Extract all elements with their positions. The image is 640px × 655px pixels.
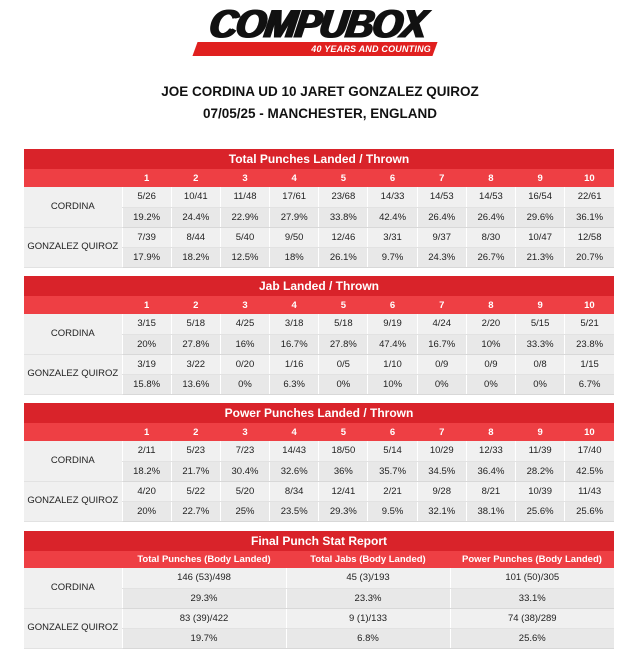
landed-thrown-cell: 3/19 <box>122 354 171 374</box>
percentage-cell: 22.7% <box>171 501 220 521</box>
landed-thrown-cell: 1/16 <box>270 354 319 374</box>
percentage-cell: 26.7% <box>466 247 515 267</box>
percentage-cell: 18% <box>270 247 319 267</box>
landed-thrown-cell: 12/33 <box>466 441 515 461</box>
percentage-cell: 23.5% <box>270 501 319 521</box>
percentage-cell: 0% <box>516 374 565 394</box>
round-header-blank <box>24 423 122 441</box>
landed-thrown-cell: 10/29 <box>417 441 466 461</box>
percentage-cell: 42.5% <box>565 461 614 481</box>
round-header: 4 <box>270 169 319 187</box>
percentage-cell: 29.3% <box>319 501 368 521</box>
landed-thrown-cell: 3/31 <box>368 227 417 247</box>
percentage-cell: 16% <box>220 334 269 354</box>
round-header: 4 <box>270 423 319 441</box>
percentage-cell: 30.4% <box>220 461 269 481</box>
percentage-cell: 27.8% <box>171 334 220 354</box>
percentage-cell: 16.7% <box>417 334 466 354</box>
landed-thrown-cell: 5/18 <box>319 314 368 334</box>
landed-thrown-cell: 3/18 <box>270 314 319 334</box>
landed-thrown-cell: 5/26 <box>122 187 171 207</box>
fighter-name: GONZALEZ QUIROZ <box>24 354 122 394</box>
landed-thrown-cell: 0/20 <box>220 354 269 374</box>
percentage-cell: 0% <box>220 374 269 394</box>
percentage-cell: 42.4% <box>368 207 417 227</box>
landed-thrown-cell: 7/39 <box>122 227 171 247</box>
final-cell: 74 (38)/289 <box>450 608 614 628</box>
landed-thrown-cell: 11/48 <box>220 187 269 207</box>
percentage-cell: 32.1% <box>417 501 466 521</box>
final-cell: 9 (1)/133 <box>286 608 450 628</box>
round-header: 5 <box>319 423 368 441</box>
percentage-cell: 18.2% <box>122 461 171 481</box>
fighter-name: CORDINA <box>24 314 122 354</box>
landed-thrown-cell: 8/30 <box>466 227 515 247</box>
percentage-cell: 17.9% <box>122 247 171 267</box>
fighter-name: GONZALEZ QUIROZ <box>24 227 122 267</box>
power-punches-panel <box>24 403 614 522</box>
percentage-cell: 36.1% <box>565 207 614 227</box>
landed-thrown-cell: 16/54 <box>516 187 565 207</box>
round-header: 6 <box>368 296 417 314</box>
percentage-cell: 28.2% <box>516 461 565 481</box>
landed-thrown-cell: 17/61 <box>270 187 319 207</box>
total-punches-title: Total Punches Landed / Thrown <box>24 149 614 169</box>
landed-thrown-cell: 0/9 <box>466 354 515 374</box>
page-title: JOE CORDINA UD 10 JARET GONZALEZ QUIROZ <box>161 84 479 99</box>
percentage-cell: 33.8% <box>319 207 368 227</box>
percentage-cell: 20% <box>122 334 171 354</box>
landed-thrown-cell: 12/58 <box>565 227 614 247</box>
round-header: 9 <box>516 296 565 314</box>
landed-thrown-cell: 10/41 <box>171 187 220 207</box>
round-header: 5 <box>319 169 368 187</box>
final-cell: 25.6% <box>450 628 614 648</box>
landed-thrown-cell: 4/24 <box>417 314 466 334</box>
landed-thrown-cell: 1/15 <box>565 354 614 374</box>
landed-thrown-cell: 23/68 <box>319 187 368 207</box>
percentage-cell: 27.8% <box>319 334 368 354</box>
final-header-total: Total Punches (Body Landed) <box>122 551 286 568</box>
percentage-cell: 21.3% <box>516 247 565 267</box>
landed-thrown-cell: 9/19 <box>368 314 417 334</box>
percentage-cell: 34.5% <box>417 461 466 481</box>
landed-thrown-cell: 0/9 <box>417 354 466 374</box>
percentage-cell: 25.6% <box>565 501 614 521</box>
page-subtitle: 07/05/25 - MANCHESTER, ENGLAND <box>202 106 438 121</box>
landed-thrown-cell: 0/8 <box>516 354 565 374</box>
round-header: 7 <box>417 423 466 441</box>
compubox-logo <box>195 2 445 58</box>
round-header: 10 <box>565 423 614 441</box>
landed-thrown-cell: 2/21 <box>368 481 417 501</box>
landed-thrown-cell: 17/40 <box>565 441 614 461</box>
percentage-cell: 0% <box>417 374 466 394</box>
final-report-panel <box>24 531 614 649</box>
round-header: 6 <box>368 423 417 441</box>
power-punches-table <box>24 423 614 522</box>
percentage-cell: 26.1% <box>319 247 368 267</box>
percentage-cell: 13.6% <box>171 374 220 394</box>
round-header: 9 <box>516 423 565 441</box>
landed-thrown-cell: 0/5 <box>319 354 368 374</box>
final-report-title: Final Punch Stat Report <box>24 531 614 551</box>
logo-wordmark: COMPUBOX <box>206 2 429 48</box>
round-header: 5 <box>319 296 368 314</box>
landed-thrown-cell: 3/22 <box>171 354 220 374</box>
total-punches-table <box>24 169 614 268</box>
landed-thrown-cell: 2/20 <box>466 314 515 334</box>
landed-thrown-cell: 4/20 <box>122 481 171 501</box>
fighter-name: GONZALEZ QUIROZ <box>24 608 122 648</box>
round-header: 1 <box>122 296 171 314</box>
percentage-cell: 22.9% <box>220 207 269 227</box>
percentage-cell: 10% <box>466 334 515 354</box>
percentage-cell: 6.3% <box>270 374 319 394</box>
landed-thrown-cell: 4/25 <box>220 314 269 334</box>
fighter-name: GONZALEZ QUIROZ <box>24 481 122 521</box>
percentage-cell: 10% <box>368 374 417 394</box>
landed-thrown-cell: 8/34 <box>270 481 319 501</box>
landed-thrown-cell: 7/23 <box>220 441 269 461</box>
final-cell: 33.1% <box>450 588 614 608</box>
landed-thrown-cell: 8/21 <box>466 481 515 501</box>
percentage-cell: 47.4% <box>368 334 417 354</box>
landed-thrown-cell: 9/37 <box>417 227 466 247</box>
percentage-cell: 18.2% <box>171 247 220 267</box>
landed-thrown-cell: 2/11 <box>122 441 171 461</box>
percentage-cell: 16.7% <box>270 334 319 354</box>
percentage-cell: 23.8% <box>565 334 614 354</box>
round-header: 2 <box>171 169 220 187</box>
landed-thrown-cell: 5/23 <box>171 441 220 461</box>
round-header: 3 <box>220 296 269 314</box>
landed-thrown-cell: 8/44 <box>171 227 220 247</box>
round-header: 3 <box>220 423 269 441</box>
jab-title: Jab Landed / Thrown <box>24 276 614 296</box>
landed-thrown-cell: 22/61 <box>565 187 614 207</box>
percentage-cell: 26.4% <box>417 207 466 227</box>
round-header: 7 <box>417 296 466 314</box>
percentage-cell: 12.5% <box>220 247 269 267</box>
landed-thrown-cell: 14/43 <box>270 441 319 461</box>
landed-thrown-cell: 12/46 <box>319 227 368 247</box>
final-cell: 83 (39)/422 <box>122 608 286 628</box>
landed-thrown-cell: 5/40 <box>220 227 269 247</box>
final-cell: 101 (50)/305 <box>450 568 614 588</box>
final-cell: 23.3% <box>286 588 450 608</box>
percentage-cell: 29.6% <box>516 207 565 227</box>
final-report-table <box>24 551 614 649</box>
landed-thrown-cell: 11/43 <box>565 481 614 501</box>
landed-thrown-cell: 12/41 <box>319 481 368 501</box>
percentage-cell: 26.4% <box>466 207 515 227</box>
round-header: 2 <box>171 296 220 314</box>
percentage-cell: 19.2% <box>122 207 171 227</box>
jab-table <box>24 296 614 395</box>
jab-panel <box>24 276 614 395</box>
round-header: 8 <box>466 296 515 314</box>
final-cell: 29.3% <box>122 588 286 608</box>
landed-thrown-cell: 5/15 <box>516 314 565 334</box>
percentage-cell: 6.7% <box>565 374 614 394</box>
round-header: 9 <box>516 169 565 187</box>
percentage-cell: 20% <box>122 501 171 521</box>
power-punches-title: Power Punches Landed / Thrown <box>24 403 614 423</box>
percentage-cell: 27.9% <box>270 207 319 227</box>
landed-thrown-cell: 11/39 <box>516 441 565 461</box>
landed-thrown-cell: 14/33 <box>368 187 417 207</box>
round-header: 2 <box>171 423 220 441</box>
percentage-cell: 24.4% <box>171 207 220 227</box>
round-header: 1 <box>122 169 171 187</box>
landed-thrown-cell: 5/18 <box>171 314 220 334</box>
percentage-cell: 35.7% <box>368 461 417 481</box>
percentage-cell: 9.5% <box>368 501 417 521</box>
final-cell: 45 (3)/193 <box>286 568 450 588</box>
landed-thrown-cell: 9/28 <box>417 481 466 501</box>
landed-thrown-cell: 10/39 <box>516 481 565 501</box>
percentage-cell: 25.6% <box>516 501 565 521</box>
round-header-blank <box>24 169 122 187</box>
round-header: 8 <box>466 423 515 441</box>
round-header: 10 <box>565 169 614 187</box>
percentage-cell: 20.7% <box>565 247 614 267</box>
landed-thrown-cell: 5/20 <box>220 481 269 501</box>
final-cell: 6.8% <box>286 628 450 648</box>
round-header: 1 <box>122 423 171 441</box>
percentage-cell: 0% <box>319 374 368 394</box>
landed-thrown-cell: 14/53 <box>417 187 466 207</box>
landed-thrown-cell: 1/10 <box>368 354 417 374</box>
percentage-cell: 15.8% <box>122 374 171 394</box>
percentage-cell: 32.6% <box>270 461 319 481</box>
percentage-cell: 9.7% <box>368 247 417 267</box>
final-header-power: Power Punches (Body Landed) <box>450 551 614 568</box>
round-header-blank <box>24 296 122 314</box>
percentage-cell: 36.4% <box>466 461 515 481</box>
final-header-jabs: Total Jabs (Body Landed) <box>286 551 450 568</box>
round-header: 3 <box>220 169 269 187</box>
landed-thrown-cell: 14/53 <box>466 187 515 207</box>
percentage-cell: 36% <box>319 461 368 481</box>
landed-thrown-cell: 18/50 <box>319 441 368 461</box>
logo-tagline: 40 YEARS AND COUNTING <box>311 44 431 54</box>
percentage-cell: 38.1% <box>466 501 515 521</box>
fighter-name: CORDINA <box>24 441 122 481</box>
round-header: 4 <box>270 296 319 314</box>
percentage-cell: 24.3% <box>417 247 466 267</box>
round-header: 8 <box>466 169 515 187</box>
percentage-cell: 21.7% <box>171 461 220 481</box>
landed-thrown-cell: 10/47 <box>516 227 565 247</box>
landed-thrown-cell: 5/22 <box>171 481 220 501</box>
percentage-cell: 25% <box>220 501 269 521</box>
percentage-cell: 0% <box>466 374 515 394</box>
total-punches-panel <box>24 149 614 268</box>
final-cell: 19.7% <box>122 628 286 648</box>
fighter-name: CORDINA <box>24 568 122 608</box>
round-header: 10 <box>565 296 614 314</box>
round-header: 6 <box>368 169 417 187</box>
landed-thrown-cell: 5/14 <box>368 441 417 461</box>
final-header-blank <box>24 551 122 568</box>
landed-thrown-cell: 9/50 <box>270 227 319 247</box>
final-cell: 146 (53)/498 <box>122 568 286 588</box>
landed-thrown-cell: 3/15 <box>122 314 171 334</box>
landed-thrown-cell: 5/21 <box>565 314 614 334</box>
fighter-name: CORDINA <box>24 187 122 227</box>
round-header: 7 <box>417 169 466 187</box>
percentage-cell: 33.3% <box>516 334 565 354</box>
